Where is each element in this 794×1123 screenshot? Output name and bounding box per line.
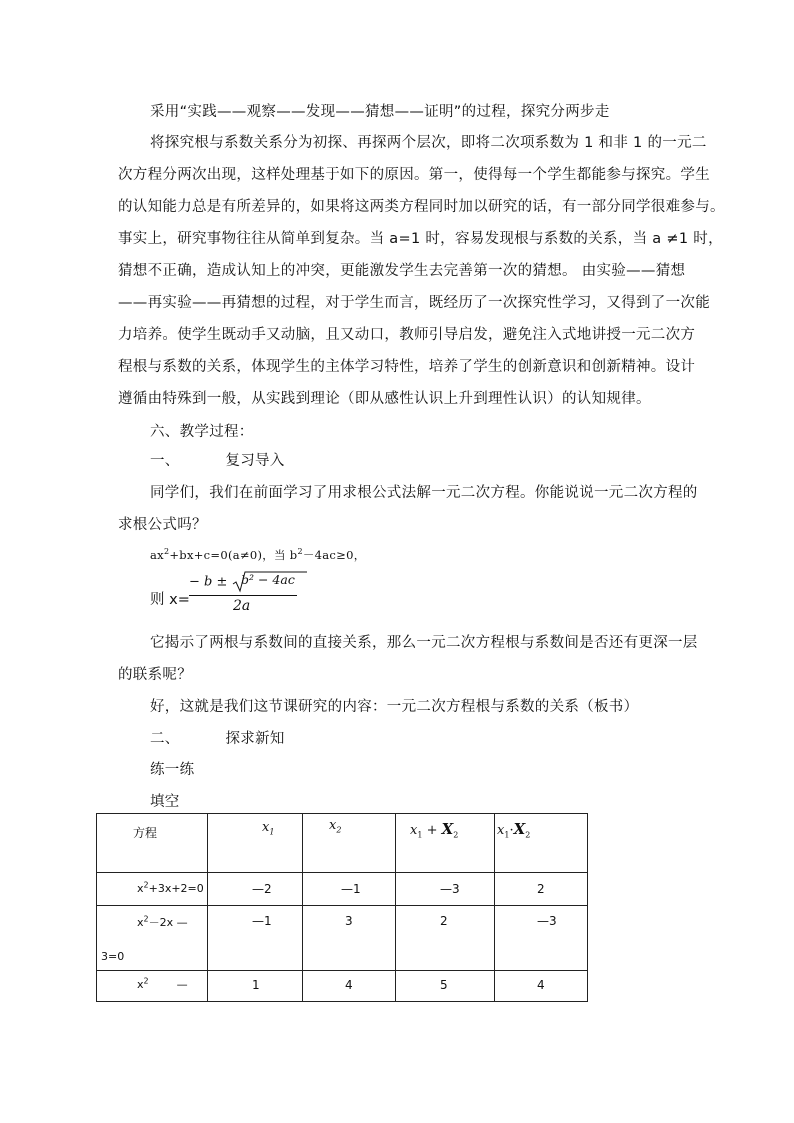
row3-sum: 5 (440, 978, 448, 992)
paragraph-line: 求根公式吗？ (118, 517, 207, 533)
row3-x2: 4 (345, 978, 353, 992)
fill-blank-label: 填空 (150, 794, 180, 810)
header-sum: $x_1 + X_2$ (410, 820, 459, 840)
paragraph-method: 采用“实践——观察——发现——猜想——证明”的过程，探究分两步走 (150, 104, 610, 120)
row1-x2: —1 (341, 882, 361, 896)
paragraph-line: 遵循由特殊到一般，从实践到理论（即从感性认识上升到理性认识）的认知规律。 (118, 391, 651, 407)
row3-equation: $x^2$ — (137, 976, 188, 991)
subsection-2-heading (150, 729, 710, 749)
paragraph-line: 事实上，研究事物往往从简单到复杂。当 a=1 时，容易发现根与系数的关系，当 a ≠1 时， (118, 231, 723, 247)
row1-equation: $x^2+3x+2=0$ (137, 880, 204, 895)
paragraph-line: 好，这就是我们这节课研究的内容：一元二次方程根与系数的关系（板书） (150, 699, 639, 715)
formula-radicand: b² − 4ac (241, 572, 295, 587)
row2-x2: 3 (345, 914, 353, 928)
fraction-bar (189, 595, 297, 596)
row2-equation-cont: 3=0 (101, 950, 125, 963)
row2-product: —3 (537, 914, 557, 928)
subsection-1-title: 复习导入 (225, 453, 285, 469)
formula-denominator: 2a (233, 598, 251, 614)
header-product: $x_1\cdot X_2$ (497, 820, 531, 840)
row2-equation: $x^2-2x$ — (137, 914, 188, 929)
subsection-2-number: 二、 (150, 731, 180, 747)
row1-product: 2 (537, 882, 545, 896)
row1-sum: —3 (440, 882, 460, 896)
paragraph-line: 同学们，我们在前面学习了用求根公式法解一元二次方程。你能说说一元二次方程的 (150, 485, 698, 501)
row3-x1: 1 (252, 978, 260, 992)
paragraph-line: ——再实验——再猜想的过程，对于学生而言，既经历了一次探究性学习，又得到了一次能 (118, 295, 710, 311)
paragraph-line: 的联系呢？ (118, 667, 192, 683)
header-x1: $x_1$ (262, 820, 275, 837)
paragraph-line: 力培养。使学生既动手又动脑，且又动口，教师引导启发，避免注入式地讲授一元二次方 (118, 327, 696, 343)
row2-sum: 2 (440, 914, 448, 928)
subsection-2-title: 探求新知 (225, 731, 285, 747)
roots-coefficients-table (96, 813, 588, 1002)
row1-x1: —2 (252, 882, 272, 896)
subsection-1-number: 一、 (150, 453, 180, 469)
paragraph-line: 将探究根与系数关系分为初探、再探两个层次，即将二次项系数为 1 和非 1 的一元二 (150, 135, 707, 151)
table-row (97, 906, 588, 971)
table-row (97, 971, 588, 1002)
paragraph-line: 猜想不正确，造成认知上的冲突，更能激发学生去完善第一次的猜想。 由实验——猜想 (118, 263, 686, 279)
formula-lhs: 则 x= (150, 592, 190, 608)
table-header-row (97, 814, 588, 873)
table-row (97, 873, 588, 906)
paragraph-line: 它揭示了两根与系数间的直接关系，那么一元二次方程根与系数间是否还有更深一层 (150, 635, 698, 651)
paragraph-line: 次方程分两次出现，这样处理基于如下的原因。第一，使得每一个学生都能参与探究。学生 (118, 167, 710, 183)
formula-numerator: − b ± (189, 571, 308, 593)
section-heading-teaching-process: 六、教学过程： (150, 424, 254, 440)
subsection-1-heading (150, 451, 710, 471)
paragraph-line: 程根与系数的关系，体现学生的主体学习特性，培养了学生的创新意识和创新精神。设计 (118, 359, 696, 375)
row3-product: 4 (537, 978, 545, 992)
practice-label: 练一练 (150, 762, 195, 778)
row2-x1: —1 (252, 914, 272, 928)
header-x2: $x_2$ (329, 818, 342, 835)
header-equation: 方程 (133, 826, 158, 840)
paragraph-line: 的认知能力总是有所差异的，如果将这两类方程同时加以研究的话，有一部分同学很难参与。 (118, 199, 725, 215)
quadratic-equation-condition: $ax^2+bx+c=0(a\ne 0)$，当 $b^2-4ac\ge 0$， (150, 547, 366, 562)
